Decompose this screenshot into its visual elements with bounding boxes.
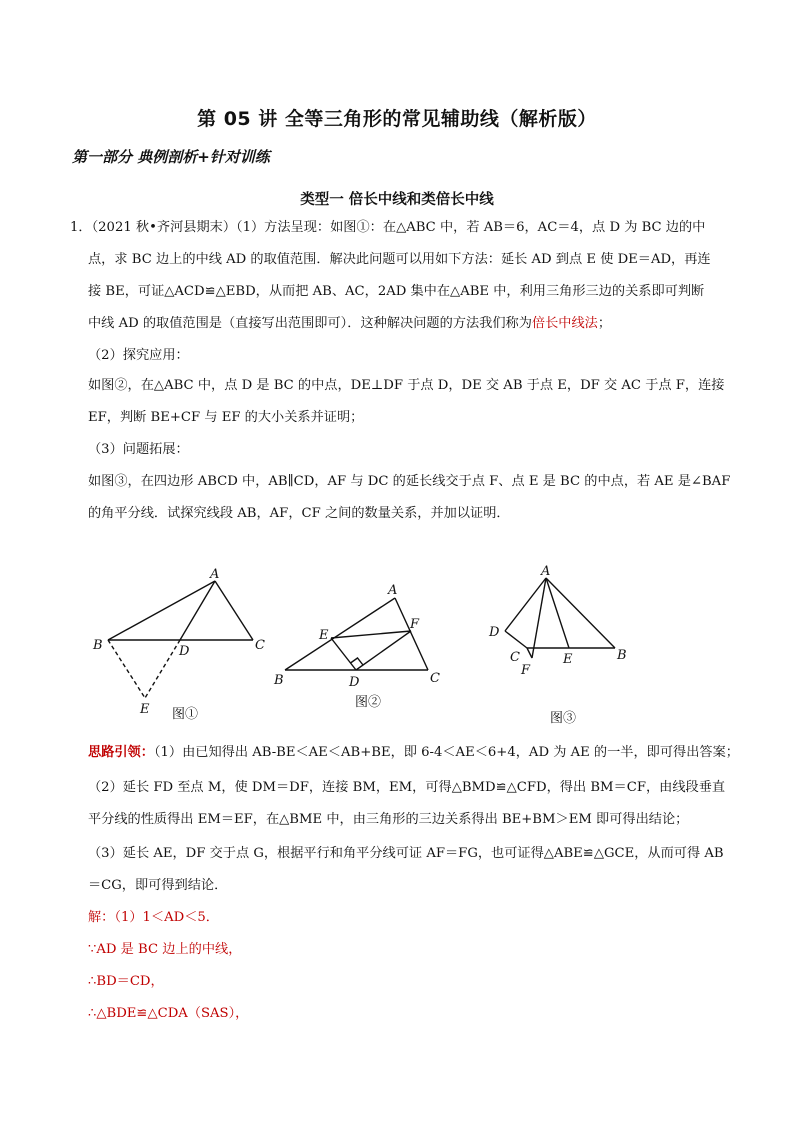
method-name: 倍长中线法 xyxy=(531,316,598,331)
problem-text-4c: ； xyxy=(597,316,612,331)
analysis-line-2: （2）延长 FD 至点 M，使 DM＝DF，连接 BM，EM，可得△BMD≌△CFD，得出 BM＝CF，由线段垂直 xyxy=(88,780,726,795)
fig2-label-b: B xyxy=(274,673,284,688)
fig1-segment-be xyxy=(108,640,145,698)
fig2-label-f: F xyxy=(410,617,420,632)
figure-3 xyxy=(505,578,615,658)
solution-line-1: 解：（1）1＜AD＜5． xyxy=(88,910,219,925)
fig3-label-f: F xyxy=(521,663,531,678)
fig2-segment-de xyxy=(331,638,356,670)
fig1-label-b: B xyxy=(93,638,103,653)
figure-2 xyxy=(285,598,428,670)
problem-number: 1． xyxy=(70,220,92,235)
analysis-line-5: ＝CG，即可得到结论． xyxy=(88,878,228,893)
problem-line-6: 如图②，在△ABC 中，点 D 是 BC 的中点，DE⊥DF 于点 D，DE 交 AB 于点 E，DF 交 AC 于点 F，连接 xyxy=(88,378,725,393)
solution-line-4: ∴△BDE≌△CDA（SAS）， xyxy=(88,1006,249,1021)
fig3-label-b: B xyxy=(617,648,627,663)
fig3-segment-ab xyxy=(546,578,615,648)
problem-text-4a: 中线 AD 的取值范围是（直接写出范围即可）．这种解决问题的方法我们称为 xyxy=(88,316,532,331)
problem-line-8: （3）问题拓展： xyxy=(88,442,189,457)
fig2-segment-ac xyxy=(395,598,428,670)
analysis-line-4: （3）延长 AE，DF 交于点 G，根据平行和角平分线可证 AF＝FG，也可证得△ABE≌△GCE，从而可得 AB xyxy=(88,846,724,861)
figure-1 xyxy=(108,581,253,698)
solution-line-3: ∴BD＝CD， xyxy=(88,974,164,989)
problem-source: （2021 秋•齐河县期末）（1）方法呈现：如图①：在 xyxy=(91,220,397,235)
problem-text-1: △ABC 中，若 AB＝6，AC＝4，点 D 为 BC 边的中 xyxy=(396,220,706,235)
fig1-label-a: A xyxy=(210,567,220,582)
problem-line-7: EF，判断 BE+CF 与 EF 的大小关系并证明； xyxy=(88,410,364,425)
page-title: 第 05 讲 全等三角形的常见辅助线（解析版） xyxy=(197,108,597,130)
problem-line-10: 的角平分线．试探究线段 AB，AF，CF 之间的数量关系，并加以证明． xyxy=(88,506,510,521)
fig1-segment-de xyxy=(145,640,180,698)
fig3-caption: 图③ xyxy=(550,711,577,726)
analysis-line-3: 平分线的性质得出 EM＝EF，在△BME 中，由三角形的三边关系得出 BE+BM＞EM 即可得出结论； xyxy=(88,812,689,827)
problem-line-5: （2）探究应用： xyxy=(88,348,189,363)
fig2-caption: 图② xyxy=(355,695,382,710)
fig1-label-e: E xyxy=(140,702,150,717)
fig1-label-d: D xyxy=(179,644,190,659)
fig2-label-a: A xyxy=(388,583,398,598)
fig3-segment-ad xyxy=(505,578,546,631)
fig3-segment-cf xyxy=(527,648,532,658)
fig2-label-d: D xyxy=(349,675,360,690)
problem-line-0 xyxy=(70,218,705,238)
fig2-right-angle-mark xyxy=(351,658,364,665)
fig2-label-e: E xyxy=(319,628,329,643)
problem-line-4 xyxy=(88,314,611,334)
analysis-text-1: （1）由已知得出 AB-BE＜AE＜AB+BE，即 6-4＜AE＜6+4，AD 为 AE 的一半，即可得出答案； xyxy=(153,745,739,760)
fig3-label-a: A xyxy=(541,564,551,579)
fig1-label-c: C xyxy=(255,638,265,653)
fig1-caption: 图① xyxy=(172,707,199,722)
fig2-label-c: C xyxy=(430,671,440,686)
fig3-segment-dc xyxy=(505,631,527,648)
type-heading: 类型一 倍长中线和类倍长中线 xyxy=(300,192,494,208)
fig3-label-e: E xyxy=(563,652,573,667)
fig1-segment-ac xyxy=(215,581,253,640)
fig1-segment-ad xyxy=(180,581,215,640)
analysis-label: 思路引领： xyxy=(88,745,154,760)
fig2-segment-df xyxy=(356,631,411,670)
analysis-line-1 xyxy=(88,743,739,763)
section-heading: 第一部分 典例剖析+针对训练 xyxy=(72,148,270,166)
fig3-segment-ae xyxy=(546,578,569,648)
problem-line-9: 如图③，在四边形 ABCD 中，AB∥CD，AF 与 DC 的延长线交于点 F、点 E 是 BC 的中点，若 AE 是∠BAF xyxy=(88,474,731,489)
problem-line-3: 接 BE，可证△ACD≌△EBD，从而把 AB、AC，2AD 集中在△ABE 中，利用三角形三边的关系即可判断 xyxy=(88,284,705,299)
fig3-label-c: C xyxy=(510,650,520,665)
fig3-segment-af xyxy=(532,578,546,658)
geometry-figures xyxy=(0,560,794,740)
solution-line-2: ∵AD 是 BC 边上的中线， xyxy=(88,942,242,957)
problem-line-2: 点，求 BC 边上的中线 AD 的取值范围．解决此问题可以用如下方法：延长 AD 到点 E 使 DE＝AD，再连 xyxy=(88,252,711,267)
fig3-label-d: D xyxy=(489,625,500,640)
fig1-segment-ab xyxy=(108,581,215,640)
